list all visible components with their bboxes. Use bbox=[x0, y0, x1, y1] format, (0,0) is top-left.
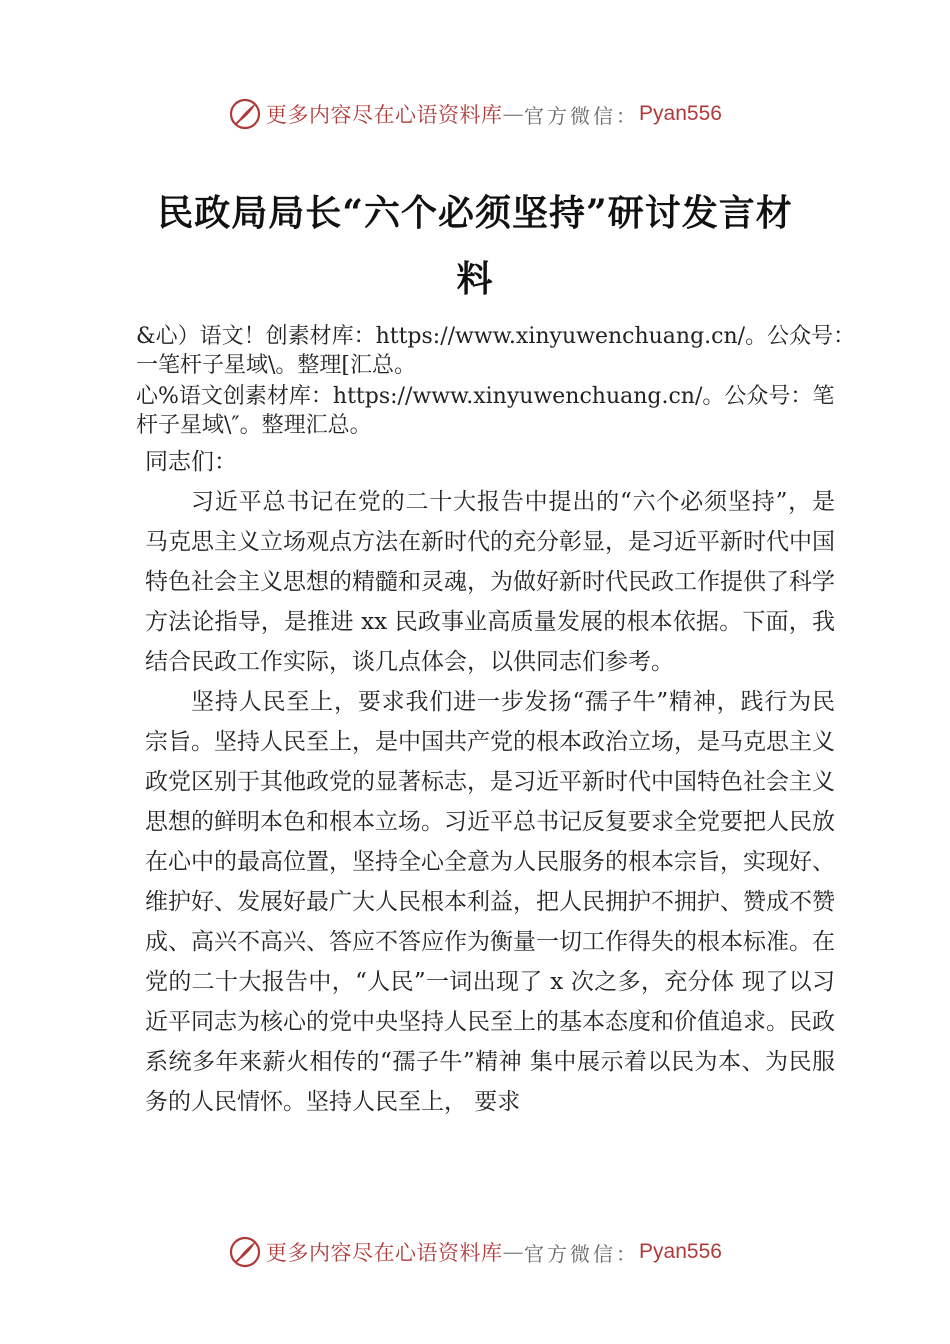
greeting: 同志们： bbox=[145, 449, 237, 475]
source-note-1: &心）语文！创素材库：https://www.xinyuwenchuang.cn/。公众号：一笔杆子星域\。整理[汇总。 bbox=[136, 324, 856, 378]
banner-text: 更多内容尽在心语资料库 bbox=[266, 103, 503, 127]
document-body bbox=[145, 442, 835, 1122]
header-banner bbox=[0, 94, 950, 134]
banner-wechat-label: 官方微信： bbox=[524, 103, 640, 128]
title-line-2: 料 bbox=[456, 258, 494, 300]
paragraph-1: 习近平总书记在党的二十大报告中提出的“六个必须坚持”，是马克思主义立场观点方法在新时代的充分彰显，是习近平新时代中国特色社会主义思想的精髓和灵魂，为做好新时代民政工作提供了科学方法论指导，是推进 xx 民政事业高质量发展的根本依据。下面，我结合民政工作实际，谈几点体会，以供同志们参考。 bbox=[145, 489, 835, 675]
banner-dash: — bbox=[502, 1240, 525, 1264]
source-note-2: 心%语文创素材库：https://www.xinyuwenchuang.cn/。公众号：笔杆子星域\″。整理汇总。 bbox=[136, 384, 835, 438]
document-title bbox=[0, 180, 950, 312]
quill-logo-icon bbox=[228, 1235, 262, 1269]
quill-logo-icon bbox=[228, 97, 262, 131]
banner-dash: — bbox=[502, 102, 525, 126]
banner-wechat-id: Pyan556 bbox=[639, 102, 722, 125]
banner-wechat-id: Pyan556 bbox=[639, 1240, 722, 1263]
title-line-1: 民政局局长“六个必须坚持”研讨发言材 bbox=[157, 192, 793, 234]
footer-banner bbox=[0, 1232, 950, 1272]
banner-text: 更多内容尽在心语资料库 bbox=[266, 1241, 503, 1265]
banner-wechat-label: 官方微信： bbox=[524, 1241, 640, 1266]
paragraph-2: 坚持人民至上，要求我们进一步发扬“孺子牛”精神，践行为民宗旨。坚持人民至上，是中国共产党的根本政治立场，是马克思主义政党区别于其他政党的显著标志，是习近平新时代中国特色社会主义思想的鲜明本色和根本立场。习近平总书记反复要求全党要把人民放在心中的最高位置，坚持全心全意为人民服务的根本宗旨，实现好、维护好、发展好最广大人民根本利益，把人民拥护不拥护、赞成不赞成、高兴不高兴、答应不答应作为衡量一切工作得失的根本标准。在党的二十大报告中，“人民”一词出现了 x 次之多，充分体 现了以习近平同志为核心的党中央坚持人民至上的基本态度和价值追求。民政系统多年来薪火相传的“孺子牛”精神 集中展示着以民为本、为民服务的人民情怀。坚持人民至上， 要求 bbox=[145, 689, 835, 1115]
